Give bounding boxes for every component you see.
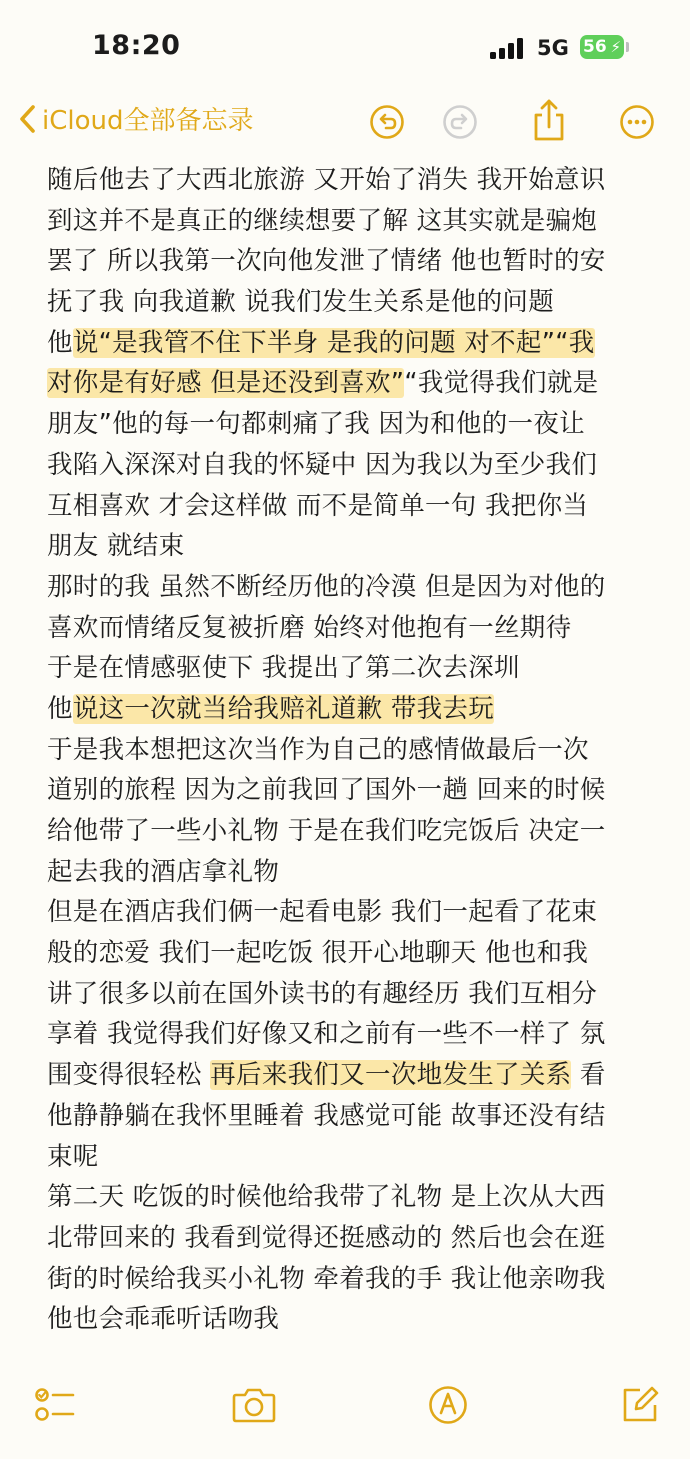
- status-bar: [0, 0, 690, 96]
- highlighted-text: 说“是我管不住下半身 是我的问题 对不起”“我: [72, 327, 595, 358]
- note-line: [47, 770, 657, 811]
- note-text: 朋友”他的每一句都刺痛了我 因为和他的一夜让: [47, 409, 585, 440]
- note-line: [47, 486, 657, 527]
- note-text: 他: [47, 327, 73, 358]
- note-line: [47, 811, 657, 852]
- note-text: 他: [47, 693, 73, 724]
- note-text: 道别的旅程 因为之前我回了国外一趟 回来的时候: [47, 775, 606, 806]
- note-text: 他静静躺在我怀里睡着 我感觉可能 故事还没有结: [47, 1100, 606, 1131]
- note-body[interactable]: [47, 160, 657, 1365]
- highlighted-text: 再后来我们又一次地发生了关系: [210, 1060, 572, 1091]
- camera-icon[interactable]: [231, 1384, 277, 1426]
- checklist-icon[interactable]: [33, 1384, 75, 1426]
- note-text: 享着 我觉得我们好像又和之前有一些不一样了 氛: [47, 1019, 606, 1050]
- highlighted-text: 对你是有好感 但是还没到喜欢”: [47, 368, 405, 399]
- signal-icon: [490, 37, 524, 59]
- note-line: [47, 689, 657, 730]
- note-text: 围变得很轻松: [47, 1060, 211, 1091]
- note-line: [47, 363, 657, 404]
- note-line: [47, 1014, 657, 1055]
- note-text: 但是在酒店我们俩一起看电影 我们一起看了花束: [47, 897, 598, 928]
- chevron-left-icon: [18, 104, 36, 134]
- markup-icon[interactable]: [427, 1384, 469, 1426]
- battery-icon: [580, 35, 624, 59]
- note-line: [47, 730, 657, 771]
- note-line: [47, 282, 657, 323]
- note-text: 于是在情感驱使下 我提出了第二次去深圳: [47, 653, 520, 684]
- note-text: 束呢: [47, 1141, 99, 1172]
- network-label: 5G: [537, 36, 569, 60]
- note-text: 般的恋爱 我们一起吃饭 很开心地聊天 他也和我: [47, 938, 589, 969]
- note-line: [47, 567, 657, 608]
- note-line: [47, 241, 657, 282]
- note-line: [47, 1299, 657, 1340]
- note-line: [47, 526, 657, 567]
- note-text: 抚了我 向我道歉 说我们发生关系是他的问题: [47, 287, 555, 318]
- charging-bolt-icon: ⚡: [610, 38, 621, 56]
- note-line: [47, 1055, 657, 1096]
- note-line: [47, 974, 657, 1015]
- undo-icon[interactable]: [369, 104, 405, 140]
- note-text: 于是我本想把这次当作为自己的感情做最后一次: [47, 734, 589, 765]
- note-line: [47, 1137, 657, 1178]
- highlighted-text: 说这一次就当给我赔礼道歉 带我去玩: [72, 693, 495, 724]
- note-line: [47, 1177, 657, 1218]
- note-text: 看: [571, 1060, 606, 1091]
- note-line: [47, 1096, 657, 1137]
- note-text: 罢了 所以我第一次向他发泄了情绪 他也暂时的安: [47, 246, 606, 277]
- note-line: [47, 892, 657, 933]
- back-label: iCloud全部备忘录: [42, 106, 254, 136]
- note-text: 给他带了一些小礼物 于是在我们吃完饭后 决定一: [47, 816, 606, 846]
- status-time: 18:20: [92, 30, 181, 61]
- bottom-toolbar: [0, 1378, 690, 1438]
- note-text: 朋友 就结束: [47, 531, 185, 562]
- note-line: [47, 445, 657, 486]
- note-line: [47, 201, 657, 242]
- note-text: 互相喜欢 才会这样做 而不是简单一句 我把你当: [47, 490, 589, 521]
- note-text: 喜欢而情绪反复被折磨 始终对他抱有一丝期待: [47, 612, 572, 643]
- note-line: [47, 1259, 657, 1300]
- note-text: 北带回来的 我看到觉得还挺感动的 然后也会在逛: [47, 1222, 606, 1253]
- note-text: 随后他去了大西北旅游 又开始了消失 我开始意识: [47, 165, 606, 195]
- note-line: [47, 933, 657, 974]
- note-line: [47, 404, 657, 445]
- note-line: [47, 852, 657, 893]
- battery-level: 56: [583, 37, 607, 57]
- more-icon[interactable]: [619, 104, 655, 140]
- note-text: 到这并不是真正的继续想要了解 这其实就是骗炮: [47, 205, 598, 236]
- note-text: 那时的我 虽然不断经历他的冷漠 但是因为对他的: [47, 571, 606, 602]
- note-text: 街的时候给我买小礼物 牵着我的手 我让他亲吻我: [47, 1263, 606, 1294]
- note-line: [47, 1218, 657, 1259]
- battery-cap: [626, 42, 629, 52]
- note-line: [47, 323, 657, 364]
- note-text: “我觉得我们就是: [404, 368, 599, 399]
- nav-bar: [0, 96, 690, 152]
- note-text: 我陷入深深对自我的怀疑中 因为我以为至少我们: [47, 449, 598, 480]
- compose-icon[interactable]: [619, 1384, 661, 1426]
- redo-icon[interactable]: [442, 104, 478, 140]
- note-line: [47, 648, 657, 689]
- share-icon[interactable]: [530, 98, 568, 142]
- note-line: [47, 160, 657, 201]
- note-text: 讲了很多以前在国外读书的有趣经历 我们互相分: [47, 978, 598, 1009]
- note-text: 他也会乖乖听话吻我: [47, 1304, 280, 1335]
- back-button[interactable]: [18, 100, 254, 137]
- note-text: 起去我的酒店拿礼物: [47, 856, 280, 887]
- note-text: 第二天 吃饭的时候他给我带了礼物 是上次从大西: [47, 1182, 606, 1213]
- note-line: [47, 608, 657, 649]
